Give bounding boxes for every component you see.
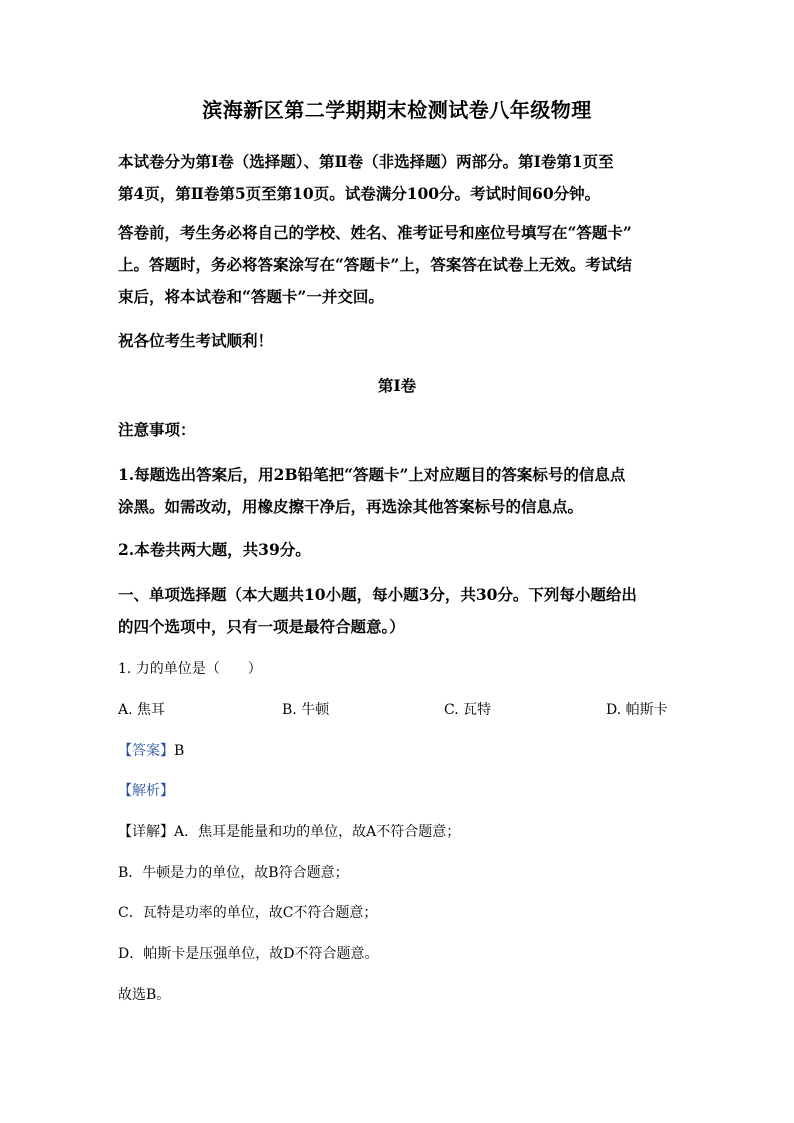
conclusion-line: 故选B。 — [118, 987, 171, 1003]
option-d: D. 帕斯卡 — [606, 702, 668, 718]
exam-intro — [118, 146, 678, 210]
detail-line-c: C．瓦特是功率的单位，故C不符合题意； — [118, 905, 378, 921]
detail-line-d: D．帕斯卡是压强单位，故D不符合题意。 — [118, 946, 379, 962]
analysis-tag: 【解析】 — [118, 783, 174, 799]
notice-line-3: 束后，将本试卷和“答题卡”一并交回。 — [118, 287, 384, 306]
option-b: B. 牛顿 — [282, 702, 330, 718]
answer-value: B — [174, 743, 185, 759]
notice-line-1: 答卷前，考生务必将自己的学校、姓名、准考证号和座位号填写在“答题卡” — [118, 223, 632, 242]
option-a: A. 焦耳 — [118, 702, 166, 718]
attention-1-line-2: 涂黑。如需改动，用橡皮擦干净后，再选涂其他答案标号的信息点。 — [118, 497, 584, 516]
option-c: C. 瓦特 — [444, 702, 492, 718]
section-heading: 第Ⅰ卷 — [377, 376, 417, 395]
detail-line-b: B．牛顿是力的单位，故B符合题意； — [118, 865, 349, 881]
attention-1-line-1: 1.每题选出答案后，用2B铅笔把“答题卡”上对应题目的答案标号的信息点 — [118, 465, 626, 484]
answer-line — [118, 741, 678, 761]
answer-tag: 【答案】 — [118, 743, 174, 759]
intro-line-2: 第4页，第Ⅱ卷第5页至第10页。试卷满分100分。考试时间60分钟。 — [118, 184, 601, 203]
exam-notice — [118, 217, 678, 313]
part-one-line-1: 一、单项选择题（本大题共10小题，每小题3分，共30分。下列每小题给出 — [118, 585, 637, 604]
question-1-options — [118, 700, 678, 720]
notice-line-2: 上。答题时，务必将答案涂写在“答题卡”上，答案答在试卷上无效。考试结 — [118, 255, 632, 274]
part-one-line-2: 的四个选项中，只有一项是最符合题意。） — [118, 617, 405, 636]
detail-a-text: A．焦耳是能量和功的单位，故A不符合题意； — [174, 824, 461, 840]
intro-line-1: 本试卷分为第Ⅰ卷（选择题）、第Ⅱ卷（非选择题）两部分。第Ⅰ卷第1页至 — [118, 152, 614, 171]
detail-line-a — [118, 822, 678, 842]
attention-title: 注意事项： — [118, 420, 196, 439]
blessing-text: 祝各位考生考试顺利！ — [118, 331, 274, 350]
analysis-line — [118, 781, 678, 801]
part-one-heading — [118, 579, 678, 643]
question-1-stem: 1. 力的单位是（ ） — [118, 661, 262, 677]
exam-title: 滨海新区第二学期期末检测试卷八年级物理 — [202, 98, 592, 122]
attention-item-1 — [118, 459, 678, 523]
detail-tag: 【详解】 — [118, 824, 174, 840]
attention-item-2: 2.本卷共两大题，共39分。 — [118, 540, 311, 559]
